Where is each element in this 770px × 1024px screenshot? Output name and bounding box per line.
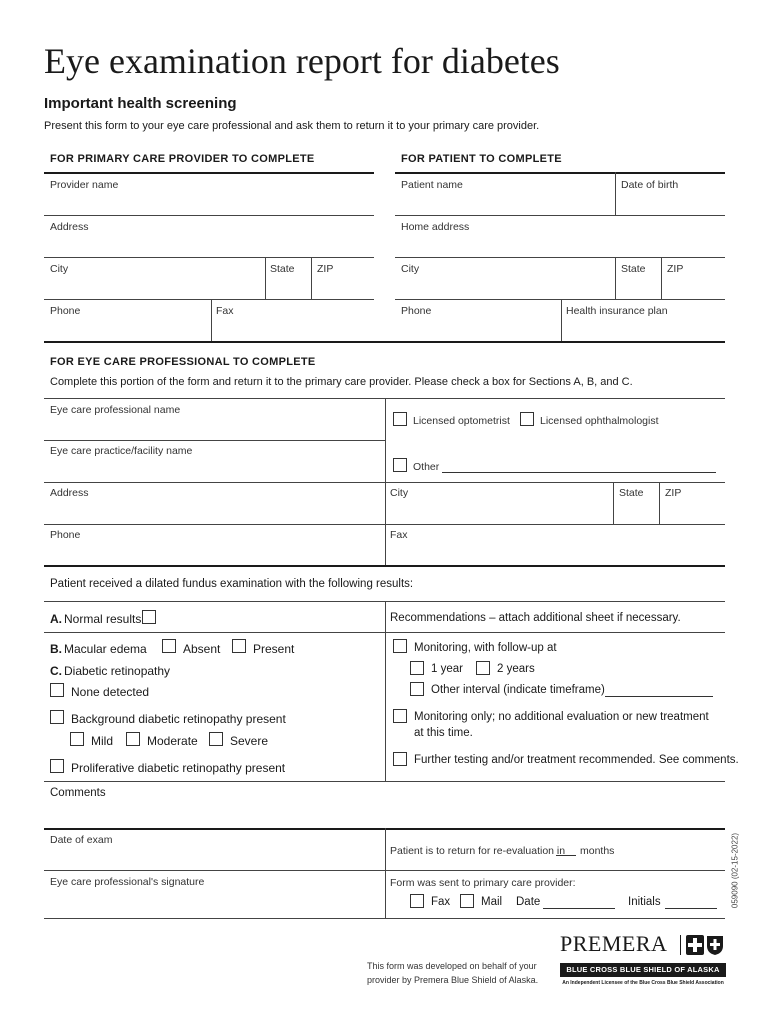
- edema-present-checkbox[interactable]: [232, 639, 246, 653]
- page-title: Eye examination report for diabetes: [44, 41, 560, 81]
- provider-city-field[interactable]: City: [50, 263, 69, 275]
- eye-state-field[interactable]: State: [619, 487, 644, 499]
- other-fill-line[interactable]: [442, 472, 716, 473]
- optometrist-label: Licensed optometrist: [413, 415, 510, 427]
- premera-wordmark: PREMERA: [560, 931, 668, 956]
- ophthalmologist-label: Licensed ophthalmologist: [540, 415, 659, 427]
- developed-note-line2: provider by Premera Blue Shield of Alaska.: [367, 975, 539, 985]
- sent-fax-label: Fax: [431, 896, 451, 908]
- return-months-label: months: [580, 845, 615, 857]
- divider: [385, 601, 386, 781]
- developed-note-line1: This form was developed on behalf of your: [367, 961, 537, 971]
- moderate-label: Moderate: [147, 734, 198, 748]
- edema-present-label: Present: [253, 642, 295, 656]
- logo-bar-text: BLUE CROSS BLUE SHIELD OF ALASKA: [566, 965, 720, 974]
- ophthalmologist-checkbox[interactable]: [520, 412, 534, 426]
- divider: [661, 257, 662, 299]
- intro-text: Present this form to your eye care professional and ask them to return it to your primary care provider.: [44, 120, 540, 132]
- sent-date-label: Date: [516, 896, 541, 908]
- divider: [44, 918, 725, 919]
- divider: [395, 299, 725, 300]
- signature-field[interactable]: Eye care professional's signature: [50, 876, 205, 888]
- background-retinopathy-label: Background diabetic retinopathy present: [71, 712, 286, 726]
- date-of-exam-field[interactable]: Date of exam: [50, 834, 113, 846]
- divider: [44, 215, 374, 216]
- monitoring-followup-checkbox[interactable]: [393, 639, 407, 653]
- divider: [44, 870, 725, 871]
- sent-mail-label: Mail: [481, 896, 503, 908]
- divider: [44, 299, 374, 300]
- divider: [44, 565, 725, 567]
- proliferative-label: Proliferative diabetic retinopathy present: [71, 761, 286, 775]
- other-interval-fill-line[interactable]: [605, 696, 713, 697]
- cross-shield-icon: [685, 934, 725, 956]
- provider-fax-field[interactable]: Fax: [216, 305, 234, 317]
- comments-field[interactable]: Comments: [50, 787, 106, 799]
- page-subtitle: Important health screening: [44, 95, 237, 112]
- recommendations-heading: Recommendations – attach additional sheet if necessary.: [390, 612, 681, 624]
- patient-section-heading: FOR PATIENT TO COMPLETE: [401, 153, 562, 165]
- facility-name-field[interactable]: Eye care practice/facility name: [50, 445, 193, 457]
- severe-checkbox[interactable]: [209, 732, 223, 746]
- one-year-label: 1 year: [431, 663, 463, 675]
- divider: [385, 632, 725, 633]
- one-year-checkbox[interactable]: [410, 661, 424, 675]
- patient-phone-field[interactable]: Phone: [401, 305, 432, 317]
- sent-to-label: Form was sent to primary care provider:: [390, 877, 576, 889]
- divider: [615, 172, 616, 215]
- two-years-checkbox[interactable]: [476, 661, 490, 675]
- severe-label: Severe: [230, 734, 269, 748]
- divider: [385, 828, 386, 918]
- results-heading: Patient received a dilated fundus examination with the following results:: [50, 578, 414, 590]
- section-a-letter: A.: [50, 612, 62, 626]
- patient-city-field[interactable]: City: [401, 263, 420, 275]
- divider: [395, 257, 725, 258]
- section-b-letter: B.: [50, 642, 62, 656]
- provider-zip-field[interactable]: ZIP: [317, 263, 334, 275]
- provider-phone-field[interactable]: Phone: [50, 305, 81, 317]
- other-label: Other: [413, 461, 440, 473]
- initials-label: Initials: [628, 896, 661, 908]
- logo-bar: [560, 963, 726, 977]
- normal-results-checkbox[interactable]: [142, 610, 156, 624]
- divider: [561, 299, 562, 341]
- edema-absent-label: Absent: [183, 642, 221, 656]
- patient-state-field[interactable]: State: [621, 263, 646, 275]
- eye-zip-field[interactable]: ZIP: [665, 487, 682, 499]
- divider: [44, 482, 725, 483]
- licensee-text: An Independent Licensee of the Blue Cross Blue Shield Association: [562, 980, 724, 986]
- divider: [659, 482, 660, 524]
- divider: [311, 257, 312, 299]
- divider: [395, 172, 725, 174]
- provider-section-heading: FOR PRIMARY CARE PROVIDER TO COMPLETE: [50, 153, 315, 165]
- patient-name-field[interactable]: Patient name: [401, 179, 463, 191]
- patient-zip-field[interactable]: ZIP: [667, 263, 684, 275]
- further-testing-label: Further testing and/or treatment recommended. See comments.: [414, 754, 739, 766]
- divider: [265, 257, 266, 299]
- eye-fax-field[interactable]: Fax: [390, 529, 408, 541]
- form-code: 059090 (02-15-2022): [730, 832, 740, 909]
- section-c-label: Diabetic retinopathy: [64, 664, 171, 678]
- divider: [44, 440, 385, 441]
- sent-mail-checkbox[interactable]: [460, 894, 474, 908]
- return-text: Patient is to return for re-evaluation in: [390, 845, 566, 857]
- divider: [615, 257, 616, 299]
- sent-date-fill-line[interactable]: [543, 908, 615, 909]
- premera-logo: [560, 931, 726, 991]
- initials-fill-line[interactable]: [665, 908, 717, 909]
- divider: [44, 781, 725, 782]
- section-a-label: Normal results: [64, 612, 142, 626]
- monitoring-only-label-line2: at this time.: [414, 727, 473, 739]
- divider: [44, 257, 374, 258]
- eye-professional-name-field[interactable]: Eye care professional name: [50, 404, 181, 416]
- monitoring-followup-label: Monitoring, with follow-up at: [414, 642, 557, 654]
- mild-label: Mild: [91, 734, 114, 748]
- divider: [44, 632, 385, 633]
- proliferative-checkbox[interactable]: [50, 759, 64, 773]
- sent-fax-checkbox[interactable]: [410, 894, 424, 908]
- other-interval-checkbox[interactable]: [410, 682, 424, 696]
- section-b-label: Macular edema: [64, 642, 147, 656]
- divider: [613, 482, 614, 524]
- divider: [44, 172, 374, 174]
- divider: [211, 299, 212, 341]
- eye-phone-field[interactable]: Phone: [50, 529, 81, 541]
- provider-address-field[interactable]: Address: [50, 221, 89, 233]
- patient-address-field[interactable]: Home address: [401, 221, 470, 233]
- return-months-fill-line[interactable]: [556, 855, 576, 856]
- divider: [395, 215, 725, 216]
- section-c-letter: C.: [50, 664, 62, 678]
- eye-section-heading: FOR EYE CARE PROFESSIONAL TO COMPLETE: [50, 356, 316, 368]
- divider: [44, 341, 725, 343]
- other-interval-label: Other interval (indicate timeframe): [431, 684, 605, 696]
- edema-absent-checkbox[interactable]: [162, 639, 176, 653]
- moderate-checkbox[interactable]: [126, 732, 140, 746]
- provider-name-field[interactable]: Provider name: [50, 179, 119, 191]
- other-checkbox[interactable]: [393, 458, 407, 472]
- monitoring-only-label-line1: Monitoring only; no additional evaluation or new treatment: [414, 711, 709, 723]
- none-detected-checkbox[interactable]: [50, 683, 64, 697]
- eye-section-instructions: Complete this portion of the form and return it to the primary care provider. Please check a box for Sections A, B, and C.: [50, 376, 633, 388]
- logo-divider: [680, 935, 681, 955]
- divider: [44, 524, 725, 525]
- patient-dob-field[interactable]: Date of birth: [621, 179, 679, 191]
- mild-checkbox[interactable]: [70, 732, 84, 746]
- eye-city-field[interactable]: City: [390, 487, 409, 499]
- background-retinopathy-checkbox[interactable]: [50, 710, 64, 724]
- none-detected-label: None detected: [71, 685, 150, 699]
- further-testing-checkbox[interactable]: [393, 752, 407, 766]
- optometrist-checkbox[interactable]: [393, 412, 407, 426]
- eye-address-field[interactable]: Address: [50, 487, 89, 499]
- two-years-label: 2 years: [497, 663, 535, 675]
- monitoring-only-checkbox[interactable]: [393, 709, 407, 723]
- patient-insurance-field[interactable]: Health insurance plan: [566, 305, 668, 317]
- provider-state-field[interactable]: State: [270, 263, 295, 275]
